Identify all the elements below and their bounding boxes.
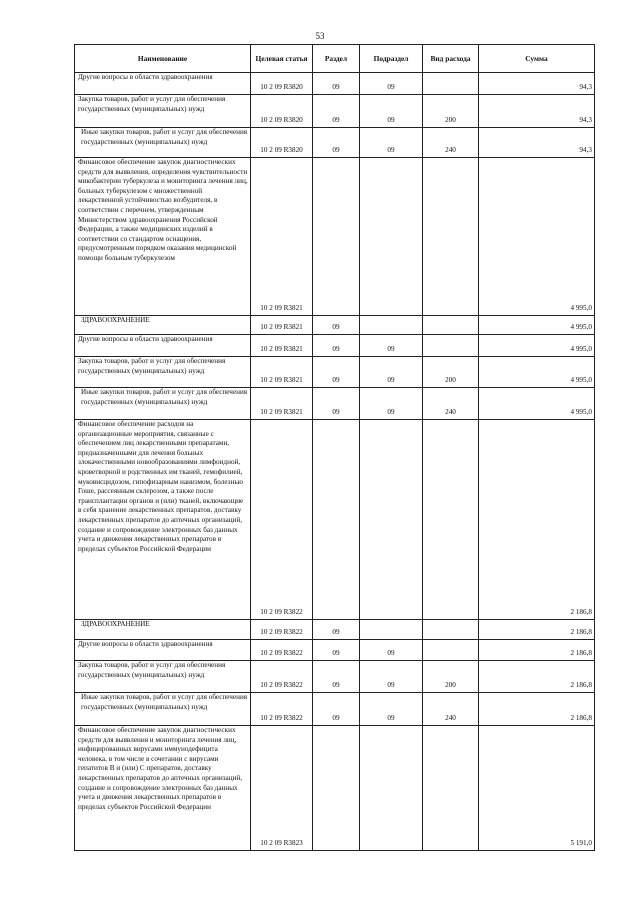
table-row: [75, 388, 595, 420]
row-target-article: 10 2 09 R3820: [251, 95, 313, 128]
row-sum: 4 995,0: [479, 388, 595, 420]
header-article: Целевая статья: [251, 45, 313, 73]
row-subsection: [360, 726, 423, 851]
header-subsection: Подраздел: [360, 45, 423, 73]
row-section: 09: [313, 661, 360, 693]
row-sum: 2 186,8: [479, 640, 595, 661]
row-expense-type: 200: [423, 357, 479, 388]
row-subsection: [360, 620, 423, 640]
row-expense-type: 240: [423, 388, 479, 420]
table-row: [75, 620, 595, 640]
row-target-article: 10 2 09 R3821: [251, 388, 313, 420]
row-section: 09: [313, 335, 360, 357]
row-expense-type: [423, 420, 479, 620]
header-sum: Сумма: [479, 45, 595, 73]
row-target-article: 10 2 09 R3821: [251, 357, 313, 388]
row-expense-type: [423, 158, 479, 316]
row-section: 09: [313, 73, 360, 95]
row-name: ЗДРАВООХРАНЕНИЕ: [75, 316, 251, 335]
row-name: Иные закупки товаров, работ и услуг для обеспечения государственных (муниципальных) нужд: [75, 128, 251, 158]
table-row: [75, 128, 595, 158]
row-subsection: 09: [360, 693, 423, 726]
table-row: [75, 316, 595, 335]
row-name: Закупка товаров, работ и услуг для обеспечения государственных (муниципальных) нужд: [75, 95, 251, 128]
row-subsection: [360, 316, 423, 335]
row-sum: 4 995,0: [479, 316, 595, 335]
row-section: 09: [313, 357, 360, 388]
row-target-article: 10 2 09 R3822: [251, 661, 313, 693]
row-expense-type: 200: [423, 95, 479, 128]
row-sum: 4 995,0: [479, 335, 595, 357]
row-section: 09: [313, 388, 360, 420]
row-section: 09: [313, 316, 360, 335]
row-name: Закупка товаров, работ и услуг для обеспечения государственных (муниципальных) нужд: [75, 357, 251, 388]
row-expense-type: 240: [423, 693, 479, 726]
row-section: 09: [313, 693, 360, 726]
row-target-article: 10 2 09 R3822: [251, 420, 313, 620]
row-sum: 94,3: [479, 73, 595, 95]
row-sum: 94,3: [479, 128, 595, 158]
row-target-article: 10 2 09 R3822: [251, 693, 313, 726]
row-name: ЗДРАВООХРАНЕНИЕ: [75, 620, 251, 640]
row-subsection: 09: [360, 335, 423, 357]
row-target-article: 10 2 09 R3820: [251, 128, 313, 158]
table-row: [75, 661, 595, 693]
table-row: [75, 693, 595, 726]
row-section: 09: [313, 128, 360, 158]
table-row: [75, 73, 595, 95]
row-target-article: 10 2 09 R3823: [251, 726, 313, 851]
table-row: [75, 95, 595, 128]
row-sum: 94,3: [479, 95, 595, 128]
row-expense-type: 240: [423, 128, 479, 158]
row-section: [313, 420, 360, 620]
table-row: [75, 335, 595, 357]
row-name: Иные закупки товаров, работ и услуг для обеспечения государственных (муниципальных) нужд: [75, 693, 251, 726]
row-sum: 4 995,0: [479, 158, 595, 316]
row-name: Иные закупки товаров, работ и услуг для обеспечения государственных (муниципальных) нужд: [75, 388, 251, 420]
row-section: 09: [313, 640, 360, 661]
row-sum: 5 191,0: [479, 726, 595, 851]
row-subsection: 09: [360, 388, 423, 420]
row-target-article: 10 2 09 R3822: [251, 620, 313, 640]
row-sum: 4 995,0: [479, 357, 595, 388]
row-subsection: 09: [360, 357, 423, 388]
table-row: [75, 726, 595, 851]
row-target-article: 10 2 09 R3822: [251, 640, 313, 661]
row-section: [313, 726, 360, 851]
row-expense-type: [423, 316, 479, 335]
row-name: Другие вопросы в области здравоохранения: [75, 640, 251, 661]
row-subsection: 09: [360, 95, 423, 128]
row-name: Финансовое обеспечение закупок диагностических средств для выявления и мониторинга лечения лиц, инфицированных вирусами иммунодефицита человека, в том числе в сочетании с вирусами гепатитов B и (или) C препаратов, доставку лекарственных препаратов до аптечных организаций, создание и сопровождение электронных баз данных учета и движения лекарственных препаратов в пределах субъектов Российской Федерации: [75, 726, 251, 851]
table-row: [75, 420, 595, 620]
row-sum: 2 186,8: [479, 661, 595, 693]
row-subsection: 09: [360, 661, 423, 693]
row-target-article: 10 2 09 R3821: [251, 158, 313, 316]
row-subsection: [360, 158, 423, 316]
row-section: 09: [313, 95, 360, 128]
row-expense-type: [423, 620, 479, 640]
row-expense-type: [423, 335, 479, 357]
row-name: Другие вопросы в области здравоохранения: [75, 335, 251, 357]
row-name: Закупка товаров, работ и услуг для обеспечения государственных (муниципальных) нужд: [75, 661, 251, 693]
row-section: [313, 158, 360, 316]
row-expense-type: [423, 73, 479, 95]
row-target-article: 10 2 09 R3821: [251, 335, 313, 357]
header-section: Раздел: [313, 45, 360, 73]
table-row: [75, 357, 595, 388]
row-subsection: 09: [360, 73, 423, 95]
table-row: [75, 640, 595, 661]
row-name: Другие вопросы в области здравоохранения: [75, 73, 251, 95]
row-name: Финансовое обеспечение расходов на организационные мероприятия, связанные с обеспечением лиц лекарственными препаратами, предназначенными для лечения больных злокачественными новообразованиями лимфоидной, кроветворной и родственных им тканей, гемофилией, муковисцидозом, гипофизарным нанизмом, болезнью Гоше, рассеянным склерозом, а также после трансплантации органов и (или) тканей, включающие в себя хранение лекарственных препаратов, доставку лекарственных препаратов до аптечных организаций, создание и сопровождение электронных баз данных учета и движения лекарственных препаратов в пределах субъектов Российской Федерации: [75, 420, 251, 620]
row-target-article: 10 2 09 R3820: [251, 73, 313, 95]
row-subsection: [360, 420, 423, 620]
row-subsection: 09: [360, 128, 423, 158]
row-subsection: 09: [360, 640, 423, 661]
row-name: Финансовое обеспечение закупок диагностических средств для выявления, определения чувствительности микобактерии туберкулеза и мониторинга лечения лиц, больных туберкулезом с множественной лекарственной устойчивостью возбудителя, в соответствии с перечнем, утвержденным Министерством здравоохранения Российской Федерации, а также медицинских изделий в соответствии со стандартом оснащения, предусмотренным порядком оказания медицинской помощи больным туберкулезом: [75, 158, 251, 316]
header-name: Наименование: [75, 45, 251, 73]
row-sum: 2 186,8: [479, 420, 595, 620]
row-expense-type: [423, 726, 479, 851]
row-section: 09: [313, 620, 360, 640]
budget-table: [74, 44, 595, 851]
row-expense-type: 200: [423, 661, 479, 693]
table-row: [75, 158, 595, 316]
header-expense-type: Вид расхода: [423, 45, 479, 73]
row-sum: 2 186,8: [479, 620, 595, 640]
row-expense-type: [423, 640, 479, 661]
page-number: 53: [315, 31, 325, 41]
row-target-article: 10 2 09 R3821: [251, 316, 313, 335]
row-sum: 2 186,8: [479, 693, 595, 726]
table-header-row: [75, 45, 595, 73]
